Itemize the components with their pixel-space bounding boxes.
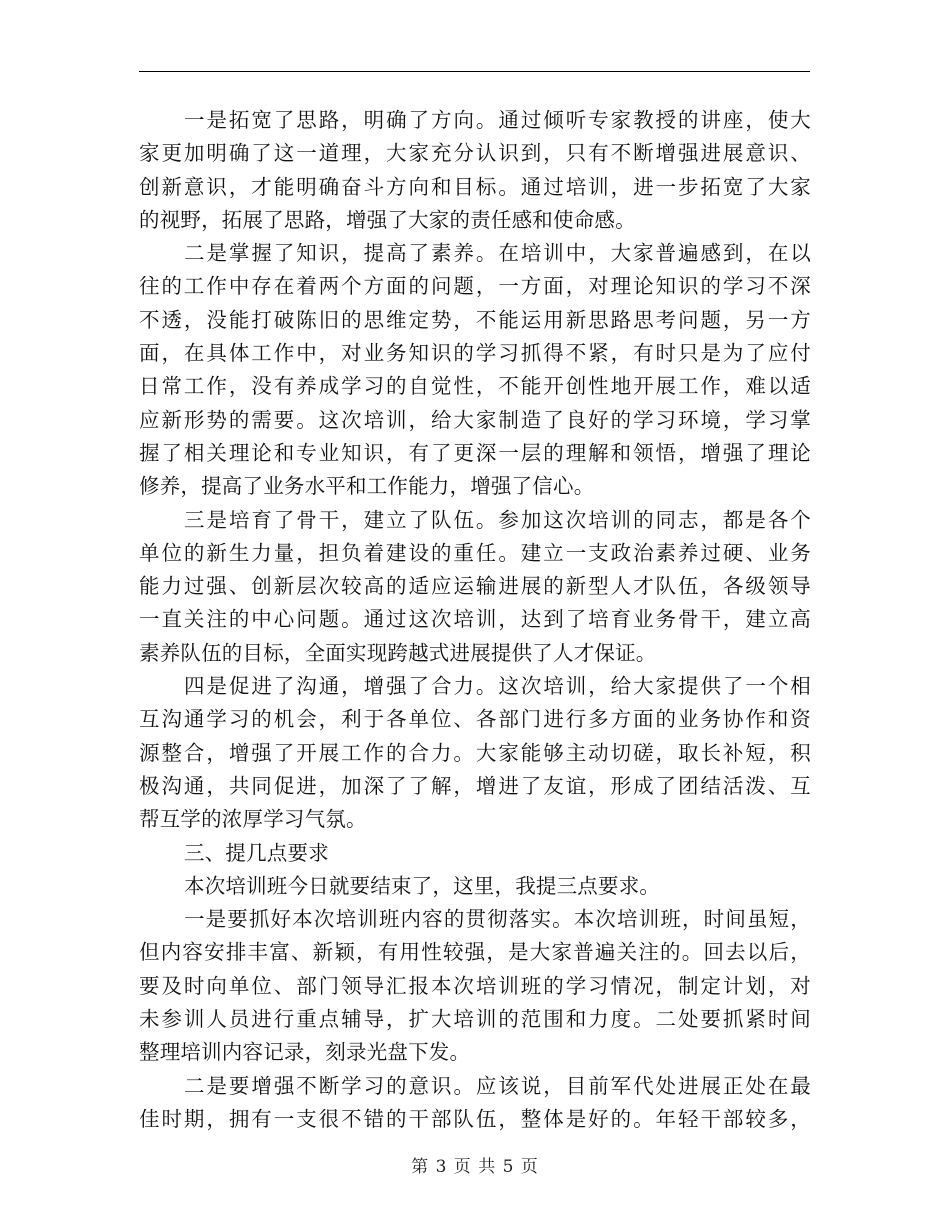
header-rule [139,71,810,72]
text-line: 往的工作中存在着两个方面的问题，一方面，对理论知识的学习不深 [139,274,811,299]
text-line: 一是拓宽了思路，明确了方向。通过倾听专家教授的讲座，使大 [184,108,811,132]
text-line: 整理培训内容记录，刻录光盘下发。 [139,1040,471,1065]
text-line: 不透，没能打破陈旧的思维定势，不能运用新思路思考问题，另一方 [139,307,811,332]
text-line: 应新形势的需要。这次培训，给大家制造了良好的学习环境，学习掌 [139,407,811,432]
text-line: 一直关注的中心问题。通过这次培训，达到了培育业务骨干，建立高 [139,607,811,632]
text-line: 修养，提高了业务水平和工作能力，增强了信心。 [139,474,595,499]
document-body [139,104,811,1136]
text-line: 的视野，拓展了思路，增强了大家的责任感和使命感。 [139,207,636,232]
section-heading: 三、提几点要求 [184,840,329,865]
text-line: 二是要增强不断学习的意识。应该说，目前军代处进展正处在最 [184,1073,811,1098]
text-line: 佳时期，拥有一支很不错的干部队伍，整体是好的。年轻干部较多， [139,1106,811,1131]
text-line: 但内容安排丰富、新颖，有用性较强，是大家普遍关注的。回去以后， [139,940,811,965]
page-number: 第 3 页 共 5 页 [411,1157,539,1177]
text-line: 家更加明确了这一道理，大家充分认识到，只有不断增强进展意识、 [139,141,811,166]
text-line: 四是促进了沟通，增强了合力。这次培训，给大家提供了一个相 [184,674,811,699]
text-line: 二是掌握了知识，提高了素养。在培训中，大家普遍感到，在以 [184,241,811,266]
text-line: 要及时向单位、部门领导汇报本次培训班的学习情况，制定计划，对 [139,973,811,998]
text-line: 源整合，增强了开展工作的合力。大家能够主动切磋，取长补短，积 [139,740,811,765]
text-line: 一是要抓好本次培训班内容的贯彻落实。本次培训班，时间虽短， [184,907,811,932]
text-line: 单位的新生力量，担负着建设的重任。建立一支政治素养过硬、业务 [139,540,811,565]
text-line: 素养队伍的目标，全面实现跨越式进展提供了人才保证。 [139,640,657,665]
text-line: 日常工作，没有养成学习的自觉性，不能开创性地开展工作，难以适 [139,374,811,399]
text-line: 极沟通，共同促进，加深了了解，增进了友谊，形成了团结活泼、互 [139,773,811,798]
text-line: 握了相关理论和专业知识，有了更深一层的理解和领悟，增强了理论 [139,440,811,465]
text-line: 互沟通学习的机会，利于各单位、各部门进行多方面的业务协作和资 [139,707,811,732]
text-line: 能力过强、创新层次较高的适应运输进展的新型人才队伍，各级领导 [139,574,811,599]
text-line: 创新意识，才能明确奋斗方向和目标。通过培训，进一步拓宽了大家 [139,174,811,199]
text-line: 帮互学的浓厚学习气氛。 [139,807,367,832]
text-line: 未参训人员进行重点辅导，扩大培训的范围和力度。二处要抓紧时间 [139,1007,811,1032]
text-line: 三是培育了骨干，建立了队伍。参加这次培训的同志，都是各个 [184,507,811,532]
text-line: 本次培训班今日就要结束了，这里，我提三点要求。 [184,873,661,898]
text-line: 面，在具体工作中，对业务知识的学习抓得不紧，有时只是为了应付 [139,341,811,366]
